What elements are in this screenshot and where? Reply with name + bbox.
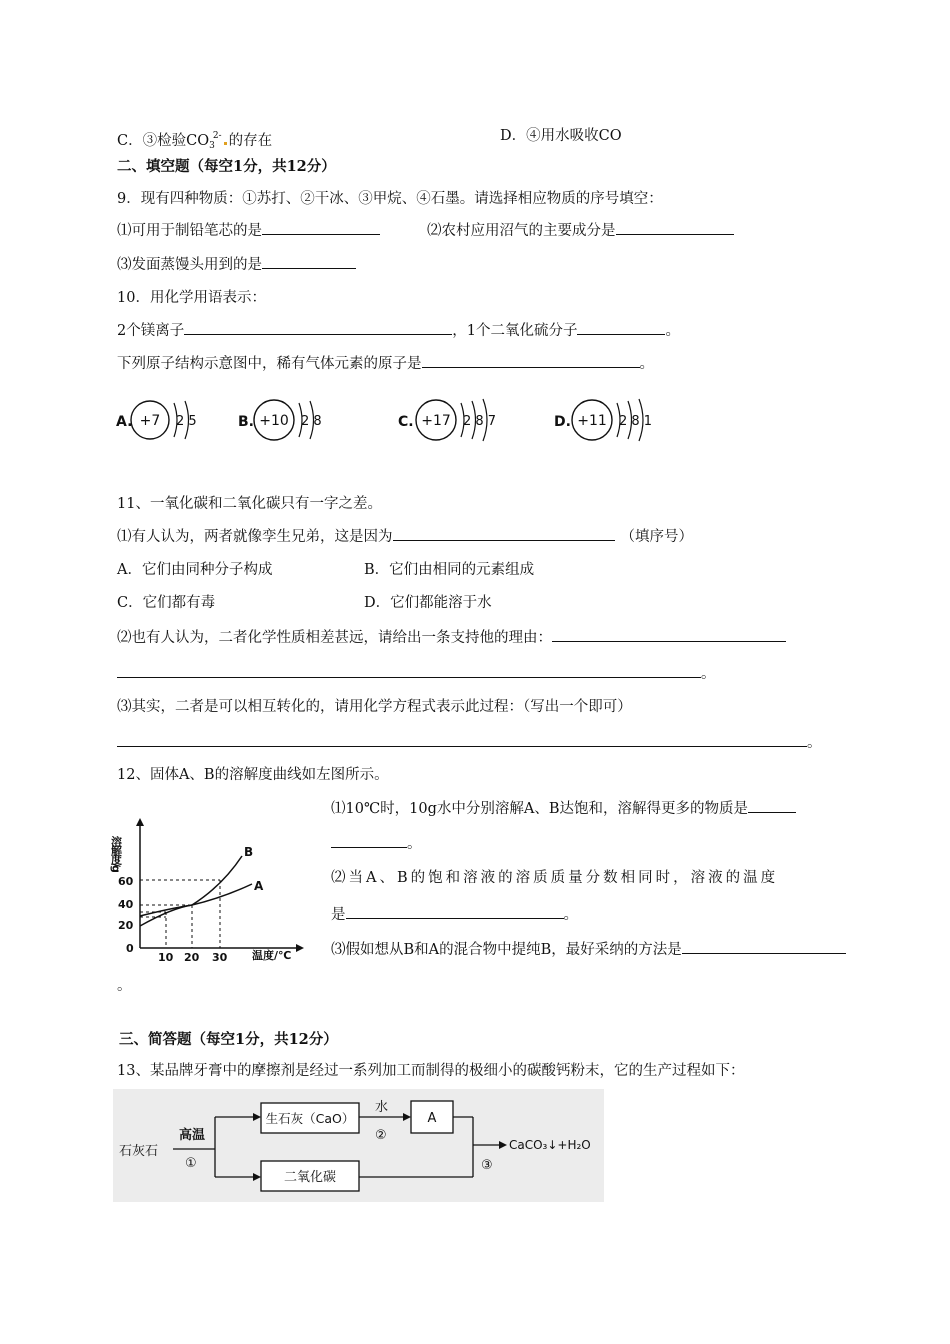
atom-b: [238, 400, 322, 440]
atom-c-label: C.: [398, 414, 414, 430]
flow-step2: ②: [375, 1128, 387, 1143]
atom-c: [398, 399, 496, 441]
q10-stem: 10．用化学用语表示：: [117, 290, 266, 306]
q9-part2: ⑵农村应用沼气的主要成分是: [427, 220, 734, 241]
mark-dot: [224, 142, 227, 145]
flow-water: 水: [375, 1100, 389, 1115]
q10-blank-noble[interactable]: [422, 353, 640, 368]
section-2-title: 二、填空题（每空1分，共12分）: [117, 158, 336, 175]
flow-box1: 生石灰（CaO）: [265, 1111, 355, 1126]
atom-a-nucleus: +7: [139, 413, 161, 429]
q12-part2: ⑵当A、B的饱和溶液的溶质质量分数相同时，溶液的温度: [331, 870, 779, 886]
atom-d-label: D.: [554, 414, 571, 430]
q9-stem: 9．现有四种物质：①苏打、②干冰、③甲烷、④石墨。请选择相应物质的序号填空：: [117, 191, 663, 207]
ytick-40: 40: [118, 898, 134, 911]
q8-option-c: C．③检验$CO_3^{2-}$ 的存在: [117, 131, 273, 151]
q11-option-b: B．它们由相同的元素组成: [364, 562, 535, 578]
atom-c-nucleus: +17: [421, 413, 451, 429]
atom-d: [554, 399, 652, 441]
q9-part3: ⑶发面蒸馒头用到的是: [117, 254, 356, 275]
q11-option-a: A．它们由同种分子构成: [117, 562, 273, 578]
atom-a-shells: 2 5: [176, 414, 197, 429]
atom-d-nucleus: +11: [577, 413, 607, 429]
q11-part2-cont: 。: [117, 663, 716, 684]
xtick-20: 20: [184, 951, 200, 964]
ytick-20: 20: [118, 919, 134, 932]
q11-blank-3[interactable]: [117, 732, 807, 747]
section-3-title: 三、简答题（每空1分，共12分）: [119, 1031, 338, 1048]
q11-blank-1[interactable]: [393, 526, 615, 541]
flow-start: 石灰石: [119, 1144, 159, 1159]
q12-stem: 12、固体A、B的溶解度曲线如左图所示。: [117, 767, 389, 783]
q12-part2-cont: 是 。: [331, 904, 578, 925]
q12-blank-1b[interactable]: [331, 833, 407, 848]
q12-blank-2[interactable]: [346, 904, 564, 919]
atom-d-shells: 2 8 1: [619, 414, 653, 429]
q11-option-d: D．它们都能溶于水: [364, 595, 492, 611]
q11-stem: 11、一氧化碳和二氧化碳只有一字之差。: [117, 496, 382, 512]
q12-blank-3[interactable]: [682, 939, 846, 954]
q10-line2: 下列原子结构示意图中，稀有气体元素的原子是 。: [117, 353, 654, 374]
xtick-10: 10: [158, 951, 174, 964]
curve-a-label: A: [254, 879, 264, 893]
flow-step3: ③: [481, 1158, 493, 1173]
q12-part3-end: 。: [117, 978, 132, 994]
q10-blank-so2[interactable]: [577, 320, 665, 335]
graph-xlabel: 温度/℃: [252, 949, 292, 962]
q11-part3-cont: 。: [117, 732, 822, 753]
atom-b-nucleus: +10: [259, 413, 289, 429]
atom-a: [116, 401, 197, 439]
curve-a: [140, 884, 252, 916]
flow-box2: 二氧化碳: [283, 1170, 337, 1185]
q10-line1: 2个镁离子 ，1个二氧化硫分子 。: [117, 320, 680, 341]
q12-part1: ⑴10℃时，10g水中分别溶解A、B达饱和，溶解得更多的物质是: [331, 798, 796, 819]
graph-ylabel: 溶解度/g: [109, 836, 123, 871]
atom-diagrams: [110, 393, 670, 451]
q13-stem: 13、某品牌牙膏中的摩擦剂是经过一系列加工而制得的极细小的碳酸钙粉末，它的生产过程如下：: [117, 1063, 745, 1079]
q8-option-d: D．④用水吸收CO: [500, 128, 622, 144]
flow-cond1: 高温: [179, 1128, 206, 1143]
graph-y-arrow: [136, 818, 144, 826]
xtick-30: 30: [212, 951, 228, 964]
q12-blank-1a[interactable]: [748, 798, 796, 813]
q9-part1: ⑴可用于制铅笔芯的是: [117, 220, 380, 241]
q10-blank-mg[interactable]: [184, 320, 452, 335]
curve-b: [140, 856, 242, 926]
q11-blank-2b[interactable]: [117, 663, 701, 678]
solubility-graph: [109, 816, 314, 964]
graph-x-arrow: [296, 944, 304, 952]
q11-option-c: C．它们都有毒: [117, 595, 216, 611]
q9-blank-2[interactable]: [616, 220, 734, 235]
atom-b-label: B.: [238, 414, 254, 430]
q9-blank-1[interactable]: [262, 220, 380, 235]
ytick-60: 60: [118, 875, 134, 888]
atom-b-shells: 2 8: [301, 414, 322, 429]
curve-b-label: B: [244, 845, 254, 859]
flow-boxA: A: [427, 1111, 437, 1126]
q11-part1: ⑴有人认为，两者就像孪生兄弟，这是因为 （填序号）: [117, 526, 693, 547]
q12-part1-cont: 。: [331, 833, 422, 854]
ytick-0: 0: [126, 942, 134, 955]
q12-part3: ⑶假如想从B和A的混合物中提纯B，最好采纳的方法是: [331, 939, 846, 960]
q11-blank-2a[interactable]: [552, 627, 786, 642]
q11-part2: ⑵也有人认为，二者化学性质相差甚远，请给出一条支持他的理由：: [117, 627, 786, 648]
atom-c-shells: 2 8 7: [463, 414, 497, 429]
flow-product: CaCO₃↓+H₂O: [509, 1138, 591, 1152]
flow-step1: ①: [185, 1156, 197, 1171]
atom-a-label: A.: [116, 414, 133, 430]
production-flowchart: [113, 1089, 604, 1202]
q9-blank-3[interactable]: [262, 254, 356, 269]
q11-part3: ⑶其实，二者是可以相互转化的，请用化学方程式表示此过程：（写出一个即可）: [117, 699, 632, 715]
